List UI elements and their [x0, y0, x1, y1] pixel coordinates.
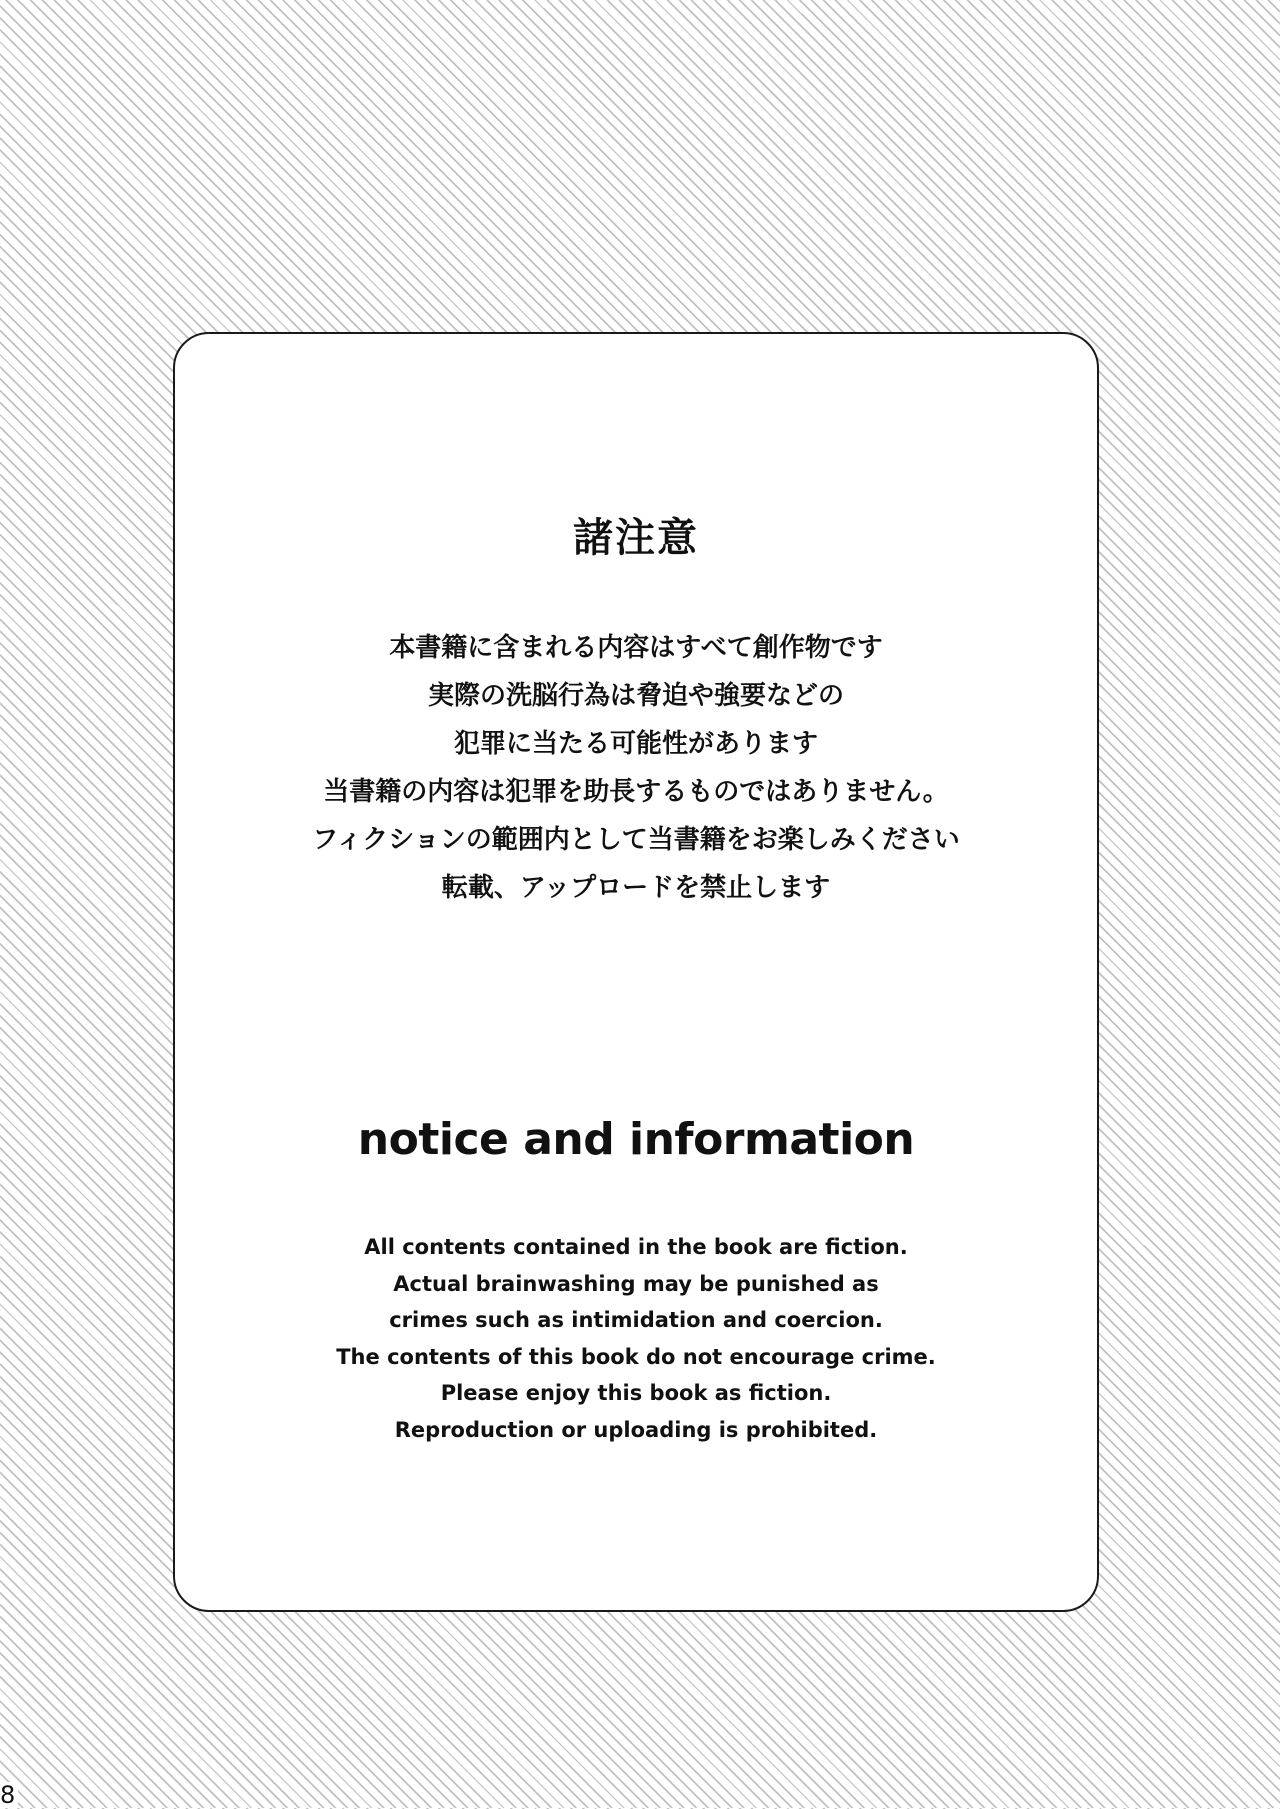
japanese-title: 諸注意 — [573, 515, 699, 561]
japanese-notice-line: 当書籍の内容は犯罪を助長するものではありません。 — [323, 777, 949, 807]
english-notice-lines — [175, 1229, 1097, 1448]
japanese-notice-line: フィクションの範囲内として当書籍をお楽しみください — [312, 825, 960, 855]
japanese-notice-line: 転載、アップロードを禁止します — [441, 873, 831, 903]
japanese-notice-line: 本書籍に含まれる内容はすべて創作物です — [389, 633, 883, 663]
japanese-notice-line: 実際の洗脳行為は脅迫や強要などの — [427, 681, 844, 711]
page-number: 8 — [0, 1782, 18, 1808]
english-notice-line: crimes such as intimidation and coercion. — [389, 1308, 883, 1332]
english-notice-line: The contents of this book do not encourage crime. — [336, 1344, 936, 1369]
english-notice-line: Reproduction or uploading is prohibited. — [394, 1417, 878, 1442]
japanese-notice-line: 犯罪に当たる可能性があります — [453, 729, 818, 759]
english-title: notice and information — [357, 1114, 915, 1165]
english-notice-line: Please enjoy this book as fiction. — [440, 1381, 832, 1405]
english-notice-line: All contents contained in the book are fiction. — [364, 1235, 908, 1259]
english-notice-line: Actual brainwashing may be punished as — [393, 1271, 879, 1296]
notice-box — [173, 332, 1099, 1612]
japanese-notice-lines — [175, 624, 1097, 912]
